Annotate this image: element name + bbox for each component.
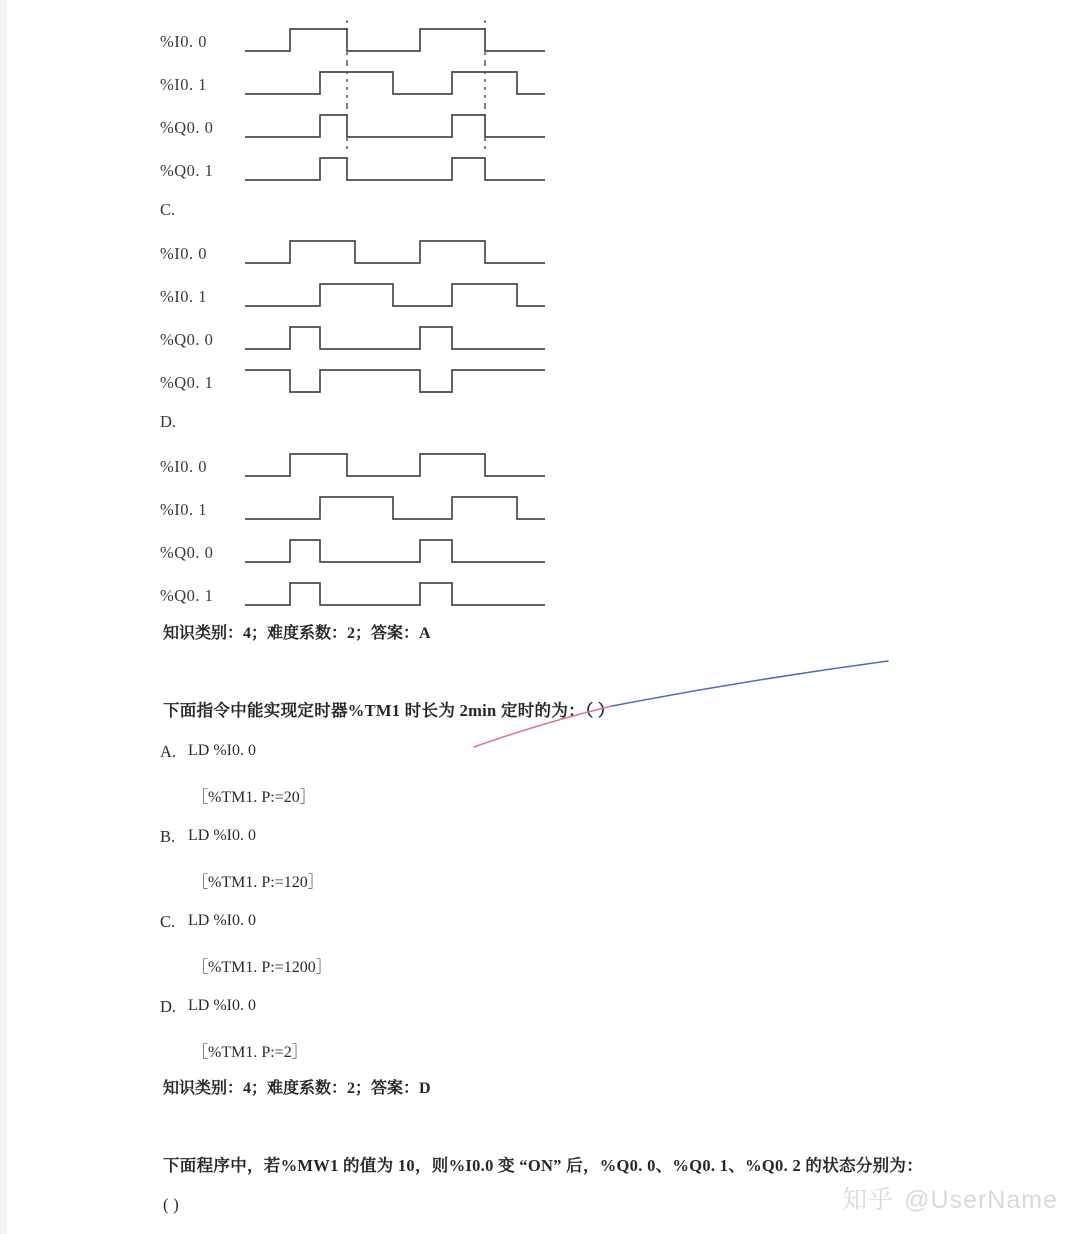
blue-curve-stroke <box>612 661 888 706</box>
waveform-canvas <box>245 232 545 275</box>
option-letter-d: D. <box>160 412 177 431</box>
waveform-signal-label: %Q0. 0 <box>160 329 214 349</box>
q2-option-b-line2: ［%TM1. P:=120］ <box>192 874 324 891</box>
waveform-path <box>245 284 545 306</box>
waveform-path <box>245 497 545 519</box>
waveform-path <box>245 327 545 349</box>
q2-option-c-line1: LD %I0. 0 <box>188 912 256 929</box>
option-letter-c: C. <box>160 200 176 219</box>
waveform-signal-label: %I0. 1 <box>160 286 207 306</box>
waveform-canvas <box>245 275 545 318</box>
question-3-stem: 下面程序中，若%MW1 的值为 10，则%I0.0 变 “ON” 后，%Q0. 0、%Q0. 1、%Q0. 2 的状态分别为： <box>163 1156 924 1175</box>
waveform-path <box>245 241 545 263</box>
waveform-path <box>245 370 545 392</box>
q2-option-a-line2: ［%TM1. P:=20］ <box>192 789 316 806</box>
waveform-signal-label: %I0. 0 <box>160 456 207 476</box>
waveform-canvas <box>245 318 545 361</box>
q2-option-c-line2: ［%TM1. P:=1200］ <box>192 959 332 976</box>
q2-option-d-letter: D. <box>160 997 177 1016</box>
waveform-signal-label: %Q0. 1 <box>160 160 214 180</box>
q2-option-d-line2: ［%TM1. P:=2］ <box>192 1044 308 1061</box>
waveform-row <box>0 149 560 192</box>
q2-option-b-letter: B. <box>160 827 176 846</box>
waveform-signal-label: %Q0. 1 <box>160 585 214 605</box>
q2-option-a-line1: LD %I0. 0 <box>188 742 256 759</box>
q2-option-d-line1: LD %I0. 0 <box>188 997 256 1014</box>
timing-diagram-b <box>0 20 560 192</box>
waveform-row <box>0 574 560 617</box>
watermark-handle: @UserName <box>904 1186 1058 1214</box>
question-3-blank: ( ) <box>163 1195 180 1214</box>
timing-diagram-d <box>0 445 560 617</box>
waveform-row <box>0 275 560 318</box>
waveform-path <box>245 115 545 137</box>
watermark <box>842 1180 1058 1216</box>
waveform-signal-label: %Q0. 0 <box>160 117 214 137</box>
waveform-row <box>0 20 560 63</box>
waveform-path <box>245 158 545 180</box>
waveform-signal-label: %I0. 1 <box>160 499 207 519</box>
waveform-path <box>245 29 545 51</box>
waveform-signal-label: %I0. 0 <box>160 31 207 51</box>
meta-line-answer-d: 知识类别：4；难度系数：2；答案：D <box>163 1080 431 1097</box>
waveform-row <box>0 445 560 488</box>
waveform-path <box>245 72 545 94</box>
waveform-signal-label: %Q0. 1 <box>160 372 214 392</box>
waveform-canvas <box>245 63 545 106</box>
waveform-row <box>0 232 560 275</box>
question-2-stem: 下面指令中能实现定时器%TM1 时长为 2min 定时的为：（ ） <box>163 701 615 720</box>
waveform-path <box>245 454 545 476</box>
waveform-path <box>245 583 545 605</box>
waveform-row <box>0 531 560 574</box>
q2-option-b-line1: LD %I0. 0 <box>188 827 256 844</box>
waveform-canvas <box>245 445 545 488</box>
waveform-canvas <box>245 149 545 192</box>
q2-option-a-letter: A. <box>160 742 177 761</box>
q2-option-c-letter: C. <box>160 912 176 931</box>
waveform-canvas <box>245 106 545 149</box>
timing-diagram-c <box>0 232 560 404</box>
waveform-canvas <box>245 361 545 404</box>
waveform-row <box>0 488 560 531</box>
waveform-canvas <box>245 20 545 63</box>
waveform-row <box>0 106 560 149</box>
waveform-signal-label: %I0. 0 <box>160 243 207 263</box>
waveform-row <box>0 361 560 404</box>
waveform-row <box>0 318 560 361</box>
waveform-signal-label: %I0. 1 <box>160 74 207 94</box>
meta-line-answer-a: 知识类别：4；难度系数：2；答案：A <box>163 625 431 642</box>
waveform-canvas <box>245 574 545 617</box>
watermark-cn-text: 知乎 <box>842 1187 895 1214</box>
waveform-canvas <box>245 531 545 574</box>
waveform-row <box>0 63 560 106</box>
waveform-canvas <box>245 488 545 531</box>
waveform-signal-label: %Q0. 0 <box>160 542 214 562</box>
waveform-path <box>245 540 545 562</box>
